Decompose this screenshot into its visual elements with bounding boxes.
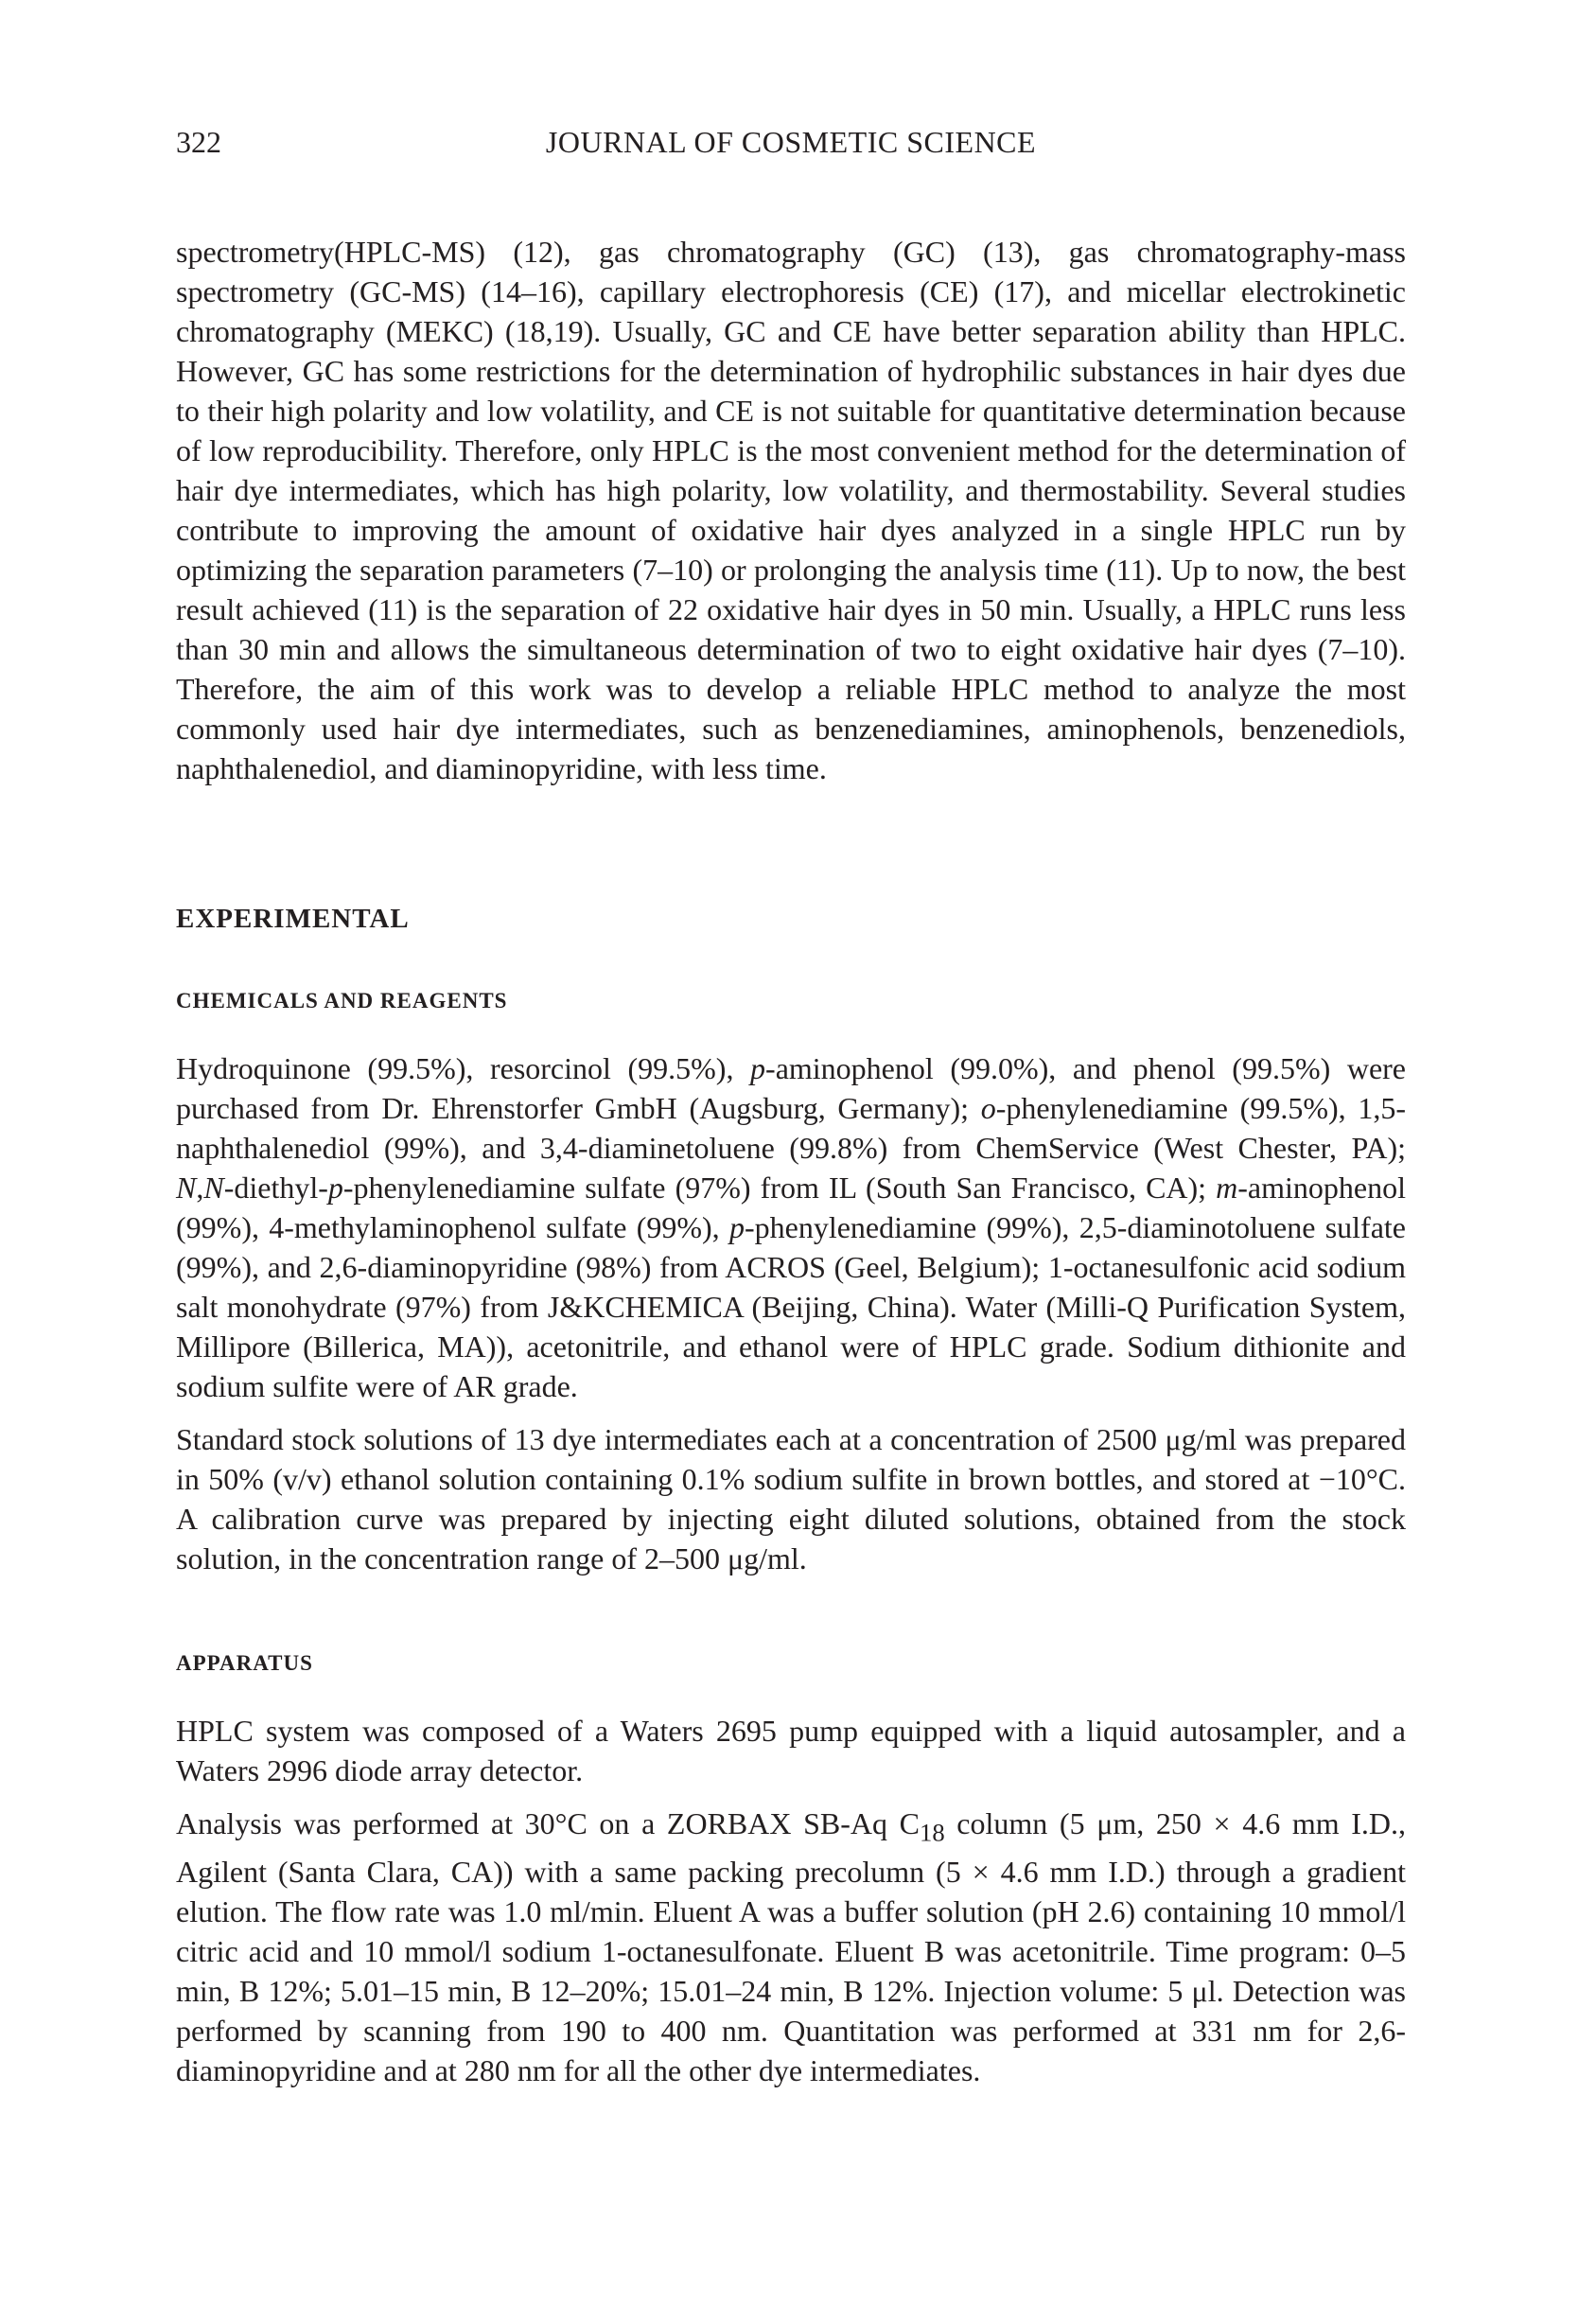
chemicals-paragraph-2: Standard stock solutions of 13 dye intermediates each at a concentration of 2500 μg/ml was prepared in 50% (v/v) ethanol solution containing 0.1% sodium sulfite in brown bottles, and stored at −10°C. A calibration curve was prepared by injecting eight diluted solutions, obtained from the stock solution, in the concentration range of 2–500 μg/ml. [176,1422,1406,1575]
apparatus-paragraph-1: HPLC system was composed of a Waters 2695 pump equipped with a liquid autosampler, and a Waters 2996 diode array detector. [176,1714,1406,1787]
subsection-heading-chemicals: CHEMICALS AND REAGENTS [176,989,508,1012]
chemicals-section [176,1048,1406,1578]
intro-paragraph: spectrometry(HPLC-MS) (12), gas chromatography (GC) (13), gas chromatography-mass spectrometry (GC-MS) (14–16), capillary electrophoresis (CE) (17), and micellar electrokinetic chromatography (MEKC) (18,19). Usually, GC and CE have better separation ability than HPLC. However, GC has some restrictions for the determination of hydrophilic substances in hair dyes due to their high polarity and low volatility, and CE is not suitable for quantitative determination because of low reproducibility. Therefore, only HPLC is the most convenient method for the determination of hair dye intermediates, which has high polarity, low volatility, and thermostability. Several studies contribute to improving the amount of oxidative hair dyes analyzed in a single HPLC run by optimizing the separation parameters (7–10) or prolonging the analysis time (11). Up to now, the best result achieved (11) is the separation of 22 oxidative hair dyes in 50 min. Usually, a HPLC runs less than 30 min and allows the simultaneous determination of two to eight oxidative hair dyes (7–10). Therefore, the aim of this work was to develop a reliable HPLC method to analyze the most commonly used hair dye intermediates, such as benzenediamines, aminophenols, benzenediols, naphthalenediol, and diaminopyridine, with less time. [176,235,1406,785]
journal-title: JOURNAL OF COSMETIC SCIENCE [545,125,1037,159]
subsection-heading-apparatus: APPARATUS [176,1651,313,1675]
apparatus-section [176,1711,1406,2090]
page-number: 322 [176,125,221,159]
apparatus-paragraph-2: Analysis was performed at 30°C on a ZORBAX SB-Aq $C_{18}$ column (5 μm, 250 × 4.6 mm I.D., Agilent (Santa Clara, CA)) with a same packing precolumn (5 × 4.6 mm I.D.) through a gradient elution. The flow rate was 1.0 ml/min. Eluent A was a buffer solution (pH 2.6) containing 10 mmol/l citric acid and 10 mmol/l sodium 1-octanesulfonate. Eluent B was acetonitrile. Time program: 0–5 min, B 12%; 5.01–15 min, B 12–20%; 15.01–24 min, B 12%. Injection volume: 5 μl. Detection was performed by scanning from 190 to 400 nm. Quantitation was performed at 331 nm for 2,6-diaminopyridine and at 280 nm for all the other dye intermediates. [176,1806,1407,2088]
intro-section [176,232,1406,788]
chemicals-paragraph-1: Hydroquinone (99.5%), resorcinol (99.5%), p-aminophenol (99.0%), and phenol (99.5%) were purchased from Dr. Ehrenstorfer GmbH (Augsburg, Germany); o-phenylenediamine (99.5%), 1,5-naphthalenediol (99%), and 3,4-diaminetoluene (99.8%) from ChemService (West Chester, PA); N,N-diethyl-p-phenylenediamine sulfate (97%) from IL (South San Francisco, CA); m-aminophenol (99%), 4-methylaminophenol sulfate (99%), p-phenylenediamine (99%), 2,5-diaminotoluene sulfate (99%), and 2,6-diaminopyridine (98%) from ACROS (Geel, Belgium); 1-octanesulfonic acid sodium salt monohydrate (97%) from J&KCHEMICA (Beijing, China). Water (Milli-Q Purification System, Millipore (Billerica, MA)), acetonitrile, and ethanol were of HPLC grade. Sodium dithionite and sodium sulfite were of AR grade. [176,1051,1407,1403]
section-heading-experimental: EXPERIMENTAL [176,904,410,934]
page-header [176,125,1406,172]
